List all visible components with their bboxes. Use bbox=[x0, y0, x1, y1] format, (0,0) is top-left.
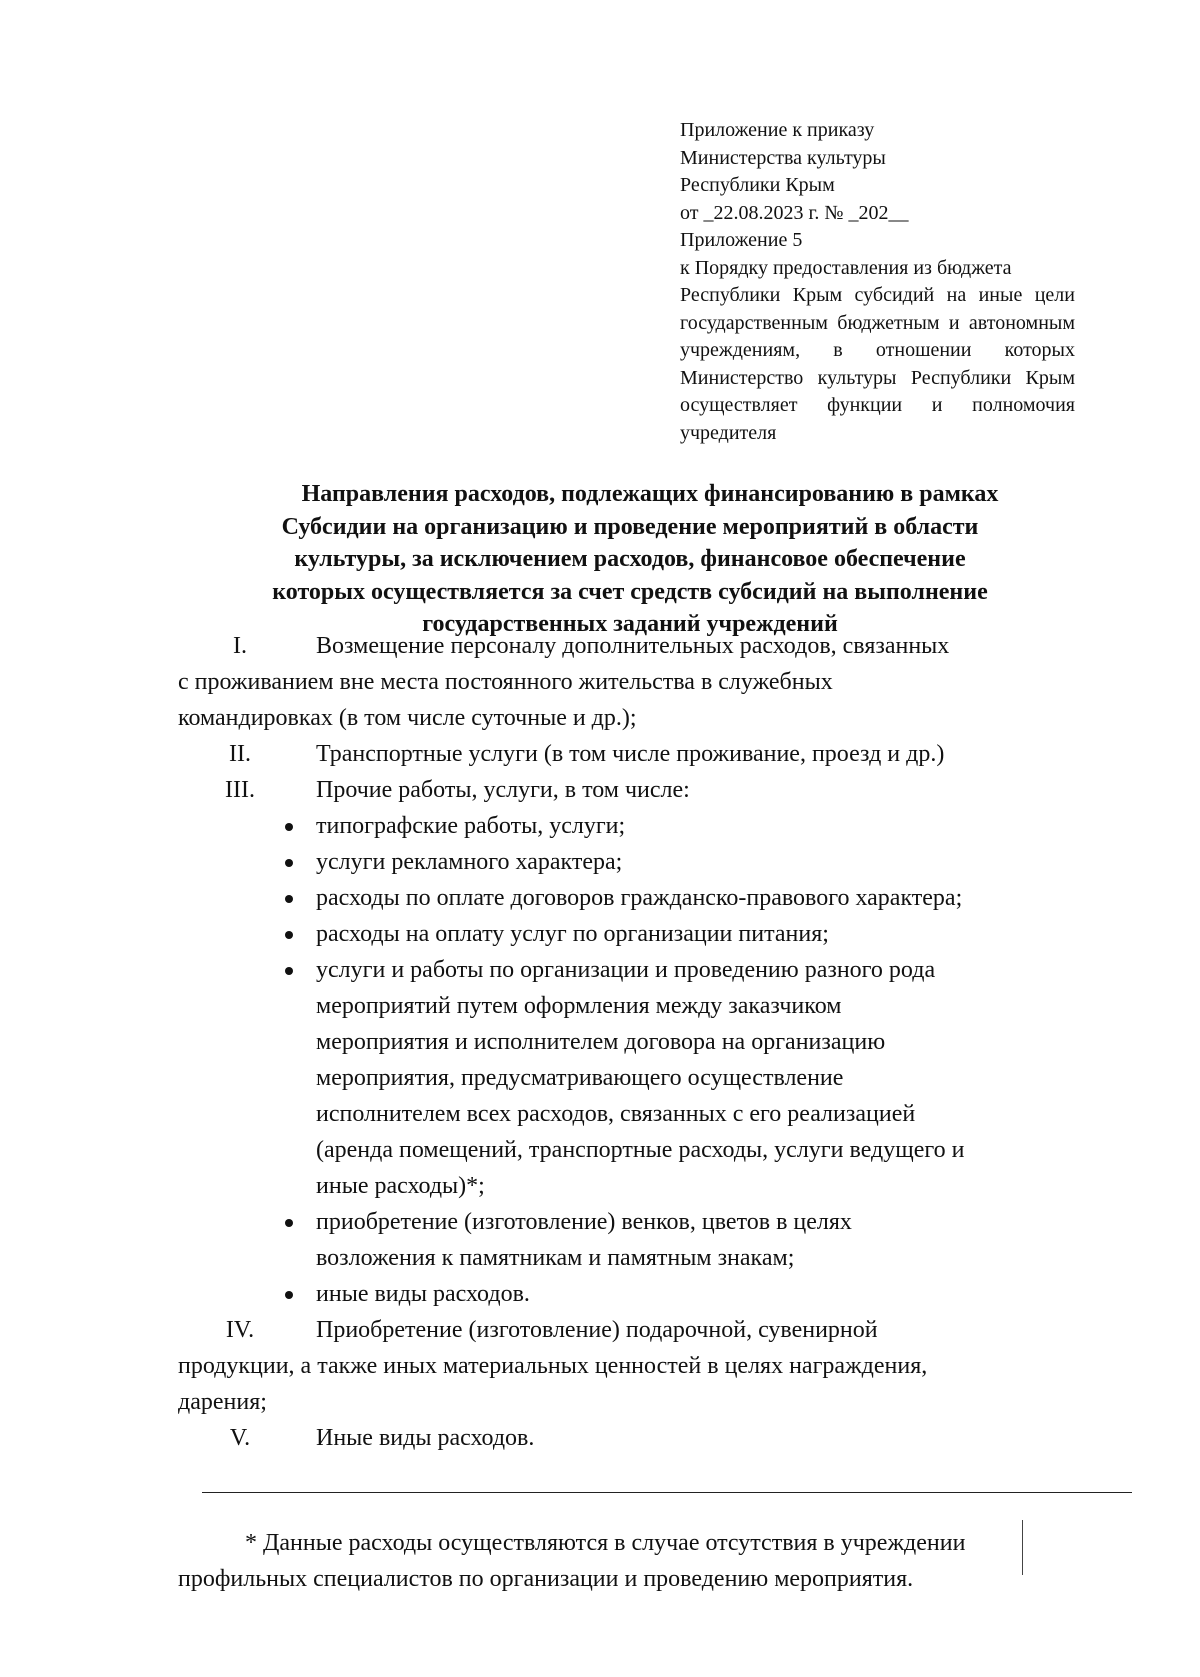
bullet-icon bbox=[285, 1291, 293, 1299]
section-text: с проживанием вне места постоянного жительства в служебных bbox=[178, 669, 833, 695]
order-date-number: от _22.08.2023 г. № _202__ bbox=[680, 201, 909, 224]
footnote-line: * Данные расходы осуществляются в случае отсутствия в учреждении bbox=[245, 1530, 966, 1556]
section-text: продукции, а также иных материальных ценностей в целях награждения, bbox=[178, 1353, 928, 1379]
section-i bbox=[178, 628, 1078, 664]
title-line: Направления расходов, подлежащих финансированию в рамках bbox=[301, 481, 999, 507]
section-text: Прочие работы, услуги, в том числе: bbox=[316, 777, 690, 803]
bullet-text: иные расходы)*; bbox=[316, 1173, 485, 1199]
title-line: которых осуществляется за счет средств субсидий на выполнение bbox=[272, 578, 988, 605]
bullet-text: расходы на оплату услуг по организации питания; bbox=[316, 921, 829, 947]
bullet-text: мероприятий путем оформления между заказчиком bbox=[316, 993, 842, 1019]
title-line: государственных заданий учреждений bbox=[422, 611, 838, 637]
document-title bbox=[180, 478, 1080, 641]
section-v bbox=[178, 1420, 1078, 1456]
bullet-icon bbox=[285, 895, 293, 903]
header-line: Приложение 5 bbox=[680, 229, 803, 251]
section-text: Иные виды расходов. bbox=[316, 1425, 535, 1451]
bullet-icon bbox=[285, 823, 293, 831]
header-paragraph: Республики Крым субсидий на иные цели государственным бюджетным и автономным учреждениям, в отношении которых Министерство культуры Республики Крым осуществляет функции и полномочия учредителя bbox=[680, 284, 1075, 444]
appendix-header bbox=[680, 117, 1075, 447]
footnote-divider bbox=[202, 1492, 1132, 1493]
header-line: Министерства культуры bbox=[680, 146, 886, 169]
header-line: Республики Крым bbox=[680, 174, 835, 196]
bullet-text: возложения к памятникам и памятным знакам; bbox=[316, 1245, 795, 1271]
bullet-text: исполнителем всех расходов, связанных с его реализацией bbox=[316, 1101, 916, 1127]
section-ii bbox=[178, 736, 1078, 772]
bullet-item bbox=[178, 1204, 1078, 1276]
section-number: V. bbox=[229, 1425, 251, 1451]
bullet-item bbox=[178, 844, 1078, 880]
scan-artifact-line bbox=[1022, 1520, 1023, 1575]
section-number: I. bbox=[233, 633, 247, 659]
title-line: культуры, за исключением расходов, финансовое обеспечение bbox=[294, 546, 966, 572]
bullet-icon bbox=[285, 1219, 293, 1227]
section-text: командировках (в том числе суточные и др.); bbox=[178, 705, 637, 731]
section-iii bbox=[178, 772, 1078, 808]
bullet-text: мероприятия и исполнителем договора на организацию bbox=[316, 1029, 886, 1055]
bullet-icon bbox=[285, 859, 293, 867]
section-text: Возмещение персоналу дополнительных расходов, связанных bbox=[316, 633, 950, 659]
bullet-text: расходы по оплате договоров гражданско-правового характера; bbox=[316, 885, 963, 911]
section-text: дарения; bbox=[178, 1389, 267, 1415]
bullet-item bbox=[178, 1276, 1078, 1312]
bullet-item bbox=[178, 952, 1078, 1204]
bullet-item bbox=[178, 808, 1078, 844]
bullet-text: услуги рекламного характера; bbox=[316, 849, 623, 875]
section-number: II. bbox=[229, 741, 251, 767]
bullet-text: приобретение (изготовление) венков, цветов в целях bbox=[316, 1209, 852, 1235]
section-iv bbox=[178, 1312, 1078, 1348]
bullet-icon bbox=[285, 931, 293, 939]
bullet-text: иные виды расходов. bbox=[316, 1281, 530, 1307]
section-text: Приобретение (изготовление) подарочной, сувенирной bbox=[316, 1317, 878, 1343]
bullet-icon bbox=[285, 967, 293, 975]
header-line: к Порядку предоставления из бюджета bbox=[680, 256, 1012, 279]
document-body bbox=[178, 628, 1078, 1456]
header-line: Приложение к приказу bbox=[680, 119, 875, 141]
section-number: III. bbox=[225, 777, 255, 803]
bullet-text: мероприятия, предусматривающего осуществление bbox=[316, 1065, 844, 1091]
bullet-text: типографские работы, услуги; bbox=[316, 813, 626, 839]
footnote bbox=[178, 1525, 1098, 1597]
bullet-text: услуги и работы по организации и проведению разного рода bbox=[316, 957, 936, 983]
title-line: Субсидии на организацию и проведение мероприятий в области bbox=[281, 513, 979, 540]
bullet-item bbox=[178, 880, 1078, 916]
footnote-line: профильных специалистов по организации и проведению мероприятия. bbox=[178, 1566, 914, 1592]
bullet-item bbox=[178, 916, 1078, 952]
bullet-text: (аренда помещений, транспортные расходы, услуги ведущего и bbox=[316, 1137, 965, 1163]
section-text: Транспортные услуги (в том числе проживание, проезд и др.) bbox=[316, 741, 945, 767]
section-number: IV. bbox=[225, 1317, 255, 1343]
